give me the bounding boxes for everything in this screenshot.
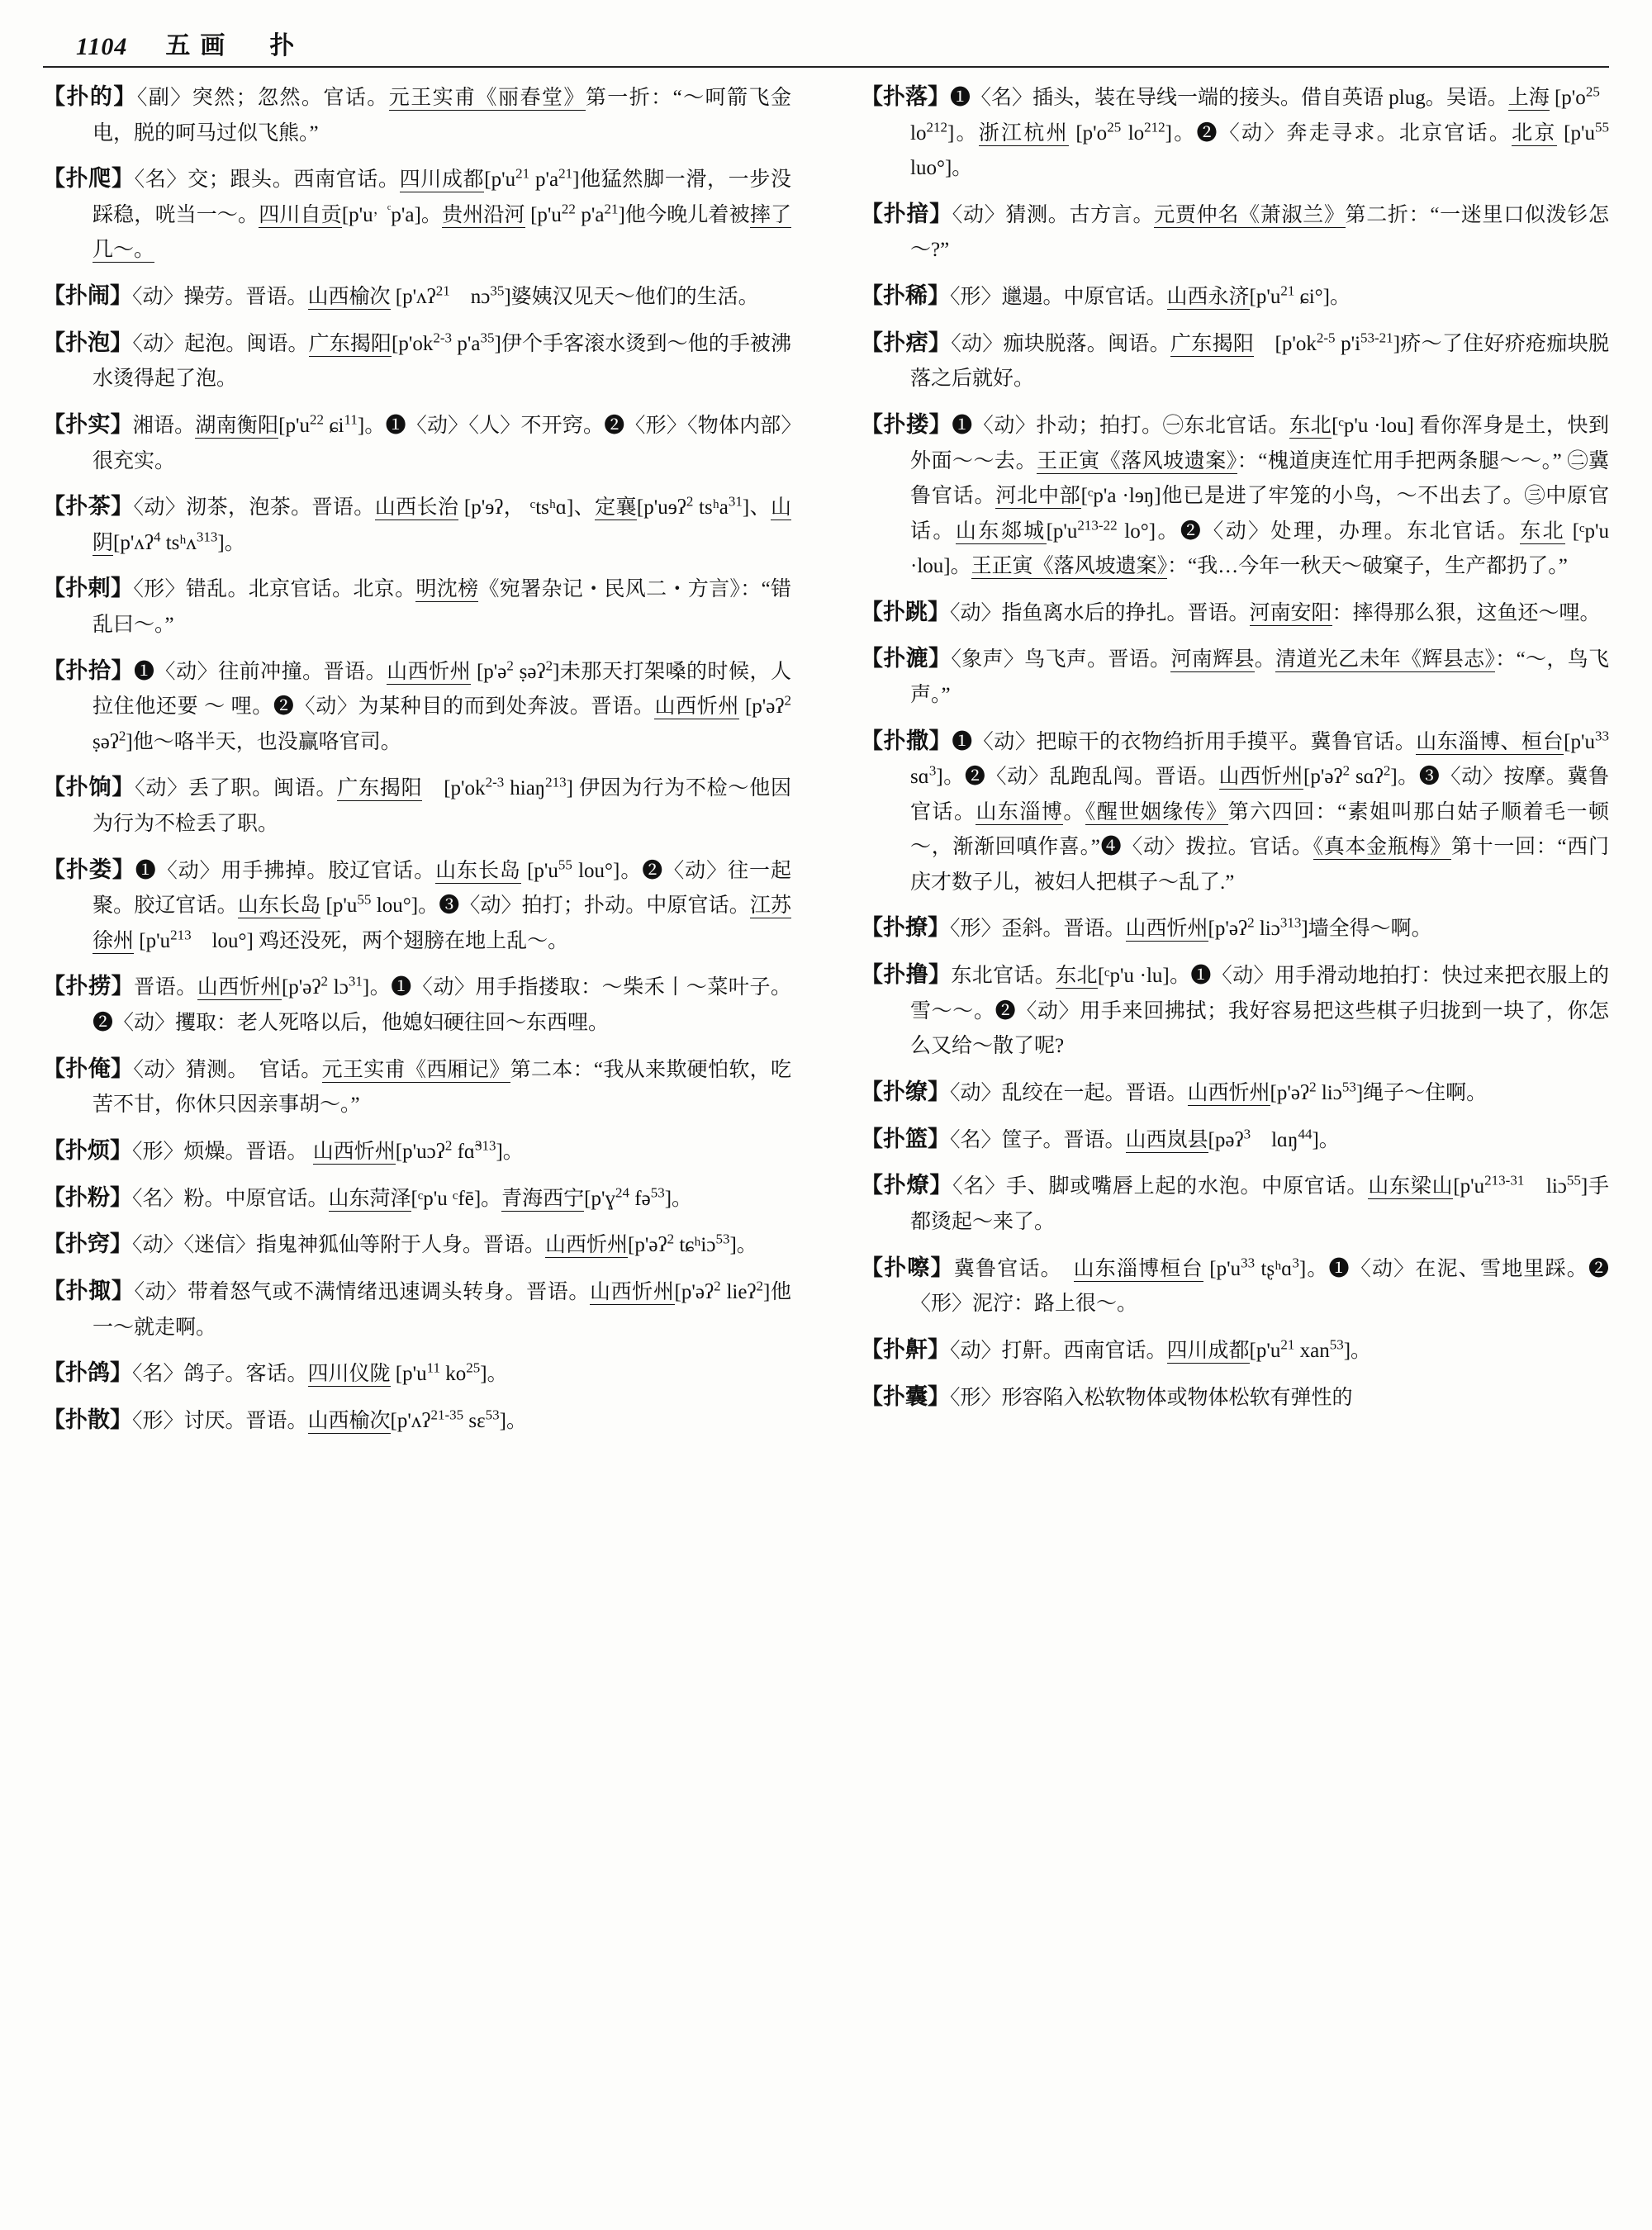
entry-definition: 〈形〉歪斜。晋语。山西忻州[p'əʔ$^2$ liɔ$^{313}$]墙全得～啊。 <box>950 915 1432 941</box>
entry-headword: 【扑的】 <box>43 84 137 109</box>
entry-definition: 〈动〉沏茶，泡茶。晋语。山西长治 [p'ɘʔ， ᶜtsʰɑ]、定襄[p'uɘʔ$^2$ tsʰa$^{31}$]、山阴[p'ʌʔ$^4$ tsʰʌ$^{313}$]。 <box>93 493 791 554</box>
entry-headword: 【扑粉】 <box>43 1184 132 1210</box>
entry-headword: 【扑鸽】 <box>43 1360 132 1386</box>
dictionary-entry <box>861 1075 1609 1111</box>
dictionary-entry <box>861 197 1609 268</box>
dictionary-entry <box>861 910 1609 947</box>
dictionary-entry <box>861 957 1609 1064</box>
entry-definition: 〈动〉〈迷信〉指鬼神狐仙等附于人身。晋语。山西忻州[p'əʔ$^2$ tɕʰiɔ$^{53}$]。 <box>132 1231 757 1257</box>
dictionary-entry <box>861 724 1609 900</box>
dictionary-entry <box>43 852 791 959</box>
dictionary-entry <box>861 1168 1609 1239</box>
entry-headword: 【扑揞】 <box>861 201 952 226</box>
entry-headword: 【扑痞】 <box>861 330 952 355</box>
entry-definition: 〈动〉痂块脱落。闽语。广东揭阳 [$p'ok^{2-5}$ $p'i^{53-21}$]疥～了住好疥疮痂块脱落之后就好。 <box>910 330 1609 391</box>
entry-headword: 【扑剌】 <box>43 576 134 601</box>
dictionary-entry <box>43 969 791 1040</box>
entry-headword: 【扑娄】 <box>43 856 135 882</box>
entry-definition: ❶〈动〉用手拂掉。胶辽官话。山东长岛 [$p'u^{55}$ lou°]。❷〈动〉往一起聚。胶辽官话。山东长岛 [$p'u^{55}$ lou°]。❸〈动〉拍打；扑动。中原官话。江苏徐州 [$p'u^{213}$ lou°] 鸡还没死，两个翅膀在地上乱～。 <box>93 856 791 952</box>
two-column-body <box>43 79 1621 2194</box>
entry-definition: 〈形〉邋遢。中原官话。山西永济[$p'u^{21}$ ɕi°]。 <box>950 282 1351 308</box>
entry-headword: 【扑撸】 <box>861 962 952 988</box>
entry-headword: 【扑落】 <box>861 84 950 109</box>
entry-definition: 〈名〉手、脚或嘴唇上起的水泡。中原官话。山东梁山[$p'u^{213-31}$ liɔ$^{55}$]手都烫起～来了。 <box>910 1172 1609 1234</box>
entry-definition: 〈动〉起泡。闽语。广东揭阳[$p'ok^{2-3}$ $p'a^{35}$]伊个手客滚水烫到～他的手被沸水烫得起了泡。 <box>93 330 791 391</box>
entry-definition: 〈动〉带着怒气或不满情绪迅速调头转身。晋语。山西忻州[p'əʔ$^2$ lieʔ$^2$]他一～就走啊。 <box>93 1278 791 1339</box>
dictionary-entry <box>43 325 791 396</box>
entry-definition: 东北官话。东北[ᶜp'u ·lu]。❶〈动〉用手滑动地拍打：快过来把衣服上的雪～～。❷〈动〉用手来回拂拭；我好容易把这些棋子归拢到一块了，你怎么又给～散了呢? <box>910 965 1609 1058</box>
dictionary-entry <box>43 407 791 478</box>
entry-headword: 【扑掫】 <box>43 1279 135 1304</box>
dictionary-entry <box>43 161 791 268</box>
entry-definition: 〈名〉筐子。晋语。山西岚县[pəʔ$^3$ lɑŋ$^{44}$]。 <box>950 1126 1340 1151</box>
entry-headword: 【扑跳】 <box>861 599 950 624</box>
entry-headword: 【扑散】 <box>43 1407 132 1432</box>
entry-definition: ❶〈动〉扑动；拍打。㊀东北官话。东北[ᶜp'u ·lou] 看你浑身是土，快到外面～～去。王正寅《落风坡遗案》：“槐道庚连忙用手把两条腿～～。” ㊁冀鲁官话。河北中部[ᶜp'a ·lɘŋ]他已是进了牢笼的小鸟，～不出去了。㊂中原官话。山东郯城[$p'u^{213-22}$ lo°]。❷〈动〉处理，办理。东北官话。东北 [ᶜp'u ·lou]。王正寅《落风坡遗案》：“我…今年一秋天～破窠子，生产都扔了。” <box>910 414 1609 578</box>
entry-headword: 【扑撒】 <box>861 728 952 753</box>
dictionary-entry <box>861 1332 1609 1369</box>
entry-definition: 〈动〉打鼾。西南官话。四川成都[$p'u^{21}$ xan$^{53}$]。 <box>950 1336 1372 1362</box>
entry-definition: 〈副〉突然；忽然。官话。元王实甫《丽春堂》第一折：“～呵箭飞金电，脱的呵马过似飞熊。” <box>93 87 791 145</box>
entry-definition: 冀鲁官话。 山东淄博桓台 [$p'u^{33}$ tʂʰɑ$^3$]。❶〈动〉在泥、雪地里踩。❷〈形〉泥泞：路上很～。 <box>910 1255 1610 1316</box>
entry-headword: 【扑闹】 <box>43 282 132 308</box>
dictionary-entry <box>861 325 1609 396</box>
entry-headword: 【扑篮】 <box>861 1126 950 1151</box>
dictionary-entry <box>43 1274 791 1345</box>
left-column <box>43 79 826 2194</box>
entry-headword: 【扑拾】 <box>43 657 135 683</box>
entry-definition: 〈名〉鸽子。客话。四川仪陇 [$p'u^{11}$ $ko^{25}$]。 <box>132 1359 508 1386</box>
dictionary-entry <box>861 641 1609 712</box>
entry-headword: 【扑烦】 <box>43 1137 132 1163</box>
dictionary-entry <box>43 653 791 760</box>
entry-definition: 〈动〉猜测。 官话。元王实甫《西厢记》第二本：“我从来欺硬怕软，吃苦不甘，你休只因亲事胡～。” <box>93 1058 791 1117</box>
page-number: 1104 <box>76 33 128 60</box>
entry-headword: 【扑燎】 <box>861 1173 953 1198</box>
entry-headword: 【扑实】 <box>43 411 133 437</box>
dictionary-entry <box>43 489 791 560</box>
entry-headword: 【扑搂】 <box>861 411 952 437</box>
dictionary-entry <box>43 278 791 315</box>
dictionary-entry <box>43 571 791 642</box>
page-section-title: 五画 扑 <box>165 32 305 59</box>
dictionary-entry <box>43 1051 791 1122</box>
entry-definition: 〈形〉错乱。北京官话。北京。明沈榜《宛署杂记・民风二・方言》：“错乱曰～。” <box>93 578 791 637</box>
entry-definition: ❶〈动〉把晾干的衣物绉折用手摸平。冀鲁官话。山东淄博、桓台[$p'u^{33}$ sɑ$^3$]。❷〈动〉乱跑乱闯。晋语。山西忻州[p'əʔ$^2$ sɑʔ$^2$]。❸〈动〉按摩。冀鲁官话。山东淄博。《醒世姻缘传》第六四回：“素姐叫那白姑子顺着毛一顿～，渐渐回嗔作喜。”❹〈动〉拨拉。官话。《真本金瓶梅》第十一回：“西门庆才数子儿，被妇人把棋子～乱了.” <box>910 728 1609 894</box>
entry-definition: 〈名〉粉。中原官话。山东菏泽[ᶜp'u ᶜfē]。青海西宁[p'ɣ$^{24}$ fə$^{53}$]。 <box>132 1184 693 1210</box>
entry-headword: 【扑漉】 <box>861 646 952 671</box>
page-header <box>43 21 1609 61</box>
entry-headword: 【扑饷】 <box>43 775 135 800</box>
entry-headword: 【扑泡】 <box>43 330 133 355</box>
entry-definition: 〈动〉丢了职。闽语。广东揭阳 [$p'ok^{2-3}$ hiaŋ$^{213}$] 伊因为行为不检～他因为行为不检丢了职。 <box>93 775 791 836</box>
right-column <box>826 79 1621 2194</box>
entry-definition: 〈象声〉鸟飞声。晋语。河南辉县。清道光乙未年《辉县志》：“～，鸟飞声。” <box>910 648 1609 707</box>
dictionary-entry <box>861 407 1609 584</box>
entry-headword: 【扑囊】 <box>861 1383 950 1409</box>
entry-definition: 〈名〉交；跟头。西南官话。四川成都[$p'u^{21}$ $p'a^{21}$]他猛然脚一滑，一步没踩稳，咣当一～。四川自贡$[p'u^{,ᶜ}p'a]$。贵州沿河 [$p'u^{22}$ $p'a^{21}$]他今晚儿着被摔了几～。 <box>93 165 791 262</box>
entry-headword: 【扑爬】 <box>43 166 135 192</box>
entry-headword: 【扑捞】 <box>43 974 135 999</box>
entry-headword: 【扑嚓】 <box>861 1255 954 1280</box>
dictionary-entry <box>861 1122 1609 1158</box>
entry-definition: 湘语。湖南衡阳[$p'u^{22}$ ɕi$^{11}$]。❶〈动〉〈人〉不开窍。❷〈形〉〈物体内部〉很充实。 <box>93 411 791 472</box>
entry-definition: 〈动〉操劳。晋语。山西榆次 [p'ʌʔ$^{21}$ nɔ$^{35}$]婆姨汉见天～他们的生活。 <box>132 282 759 308</box>
dictionary-entry <box>861 595 1609 631</box>
entry-headword: 【扑茶】 <box>43 494 134 520</box>
dictionary-entry <box>43 79 791 150</box>
dictionary-entry <box>861 278 1609 315</box>
dictionary-entry <box>43 1133 791 1170</box>
entry-definition: 〈动〉猜测。古方言。元贾仲名《萧淑兰》第二折：“一迷里口似泼钐怎～?” <box>910 203 1609 262</box>
entry-headword: 【扑稀】 <box>861 282 950 308</box>
entry-headword: 【扑俺】 <box>43 1056 134 1081</box>
dictionary-entry <box>861 1379 1609 1416</box>
dictionary-entry <box>43 770 791 841</box>
dictionary-entry <box>861 1250 1609 1321</box>
entry-headword: 【扑缭】 <box>861 1079 950 1104</box>
entry-headword: 【扑窍】 <box>43 1231 132 1257</box>
dictionary-entry <box>861 79 1621 186</box>
entry-definition: 〈动〉乱绞在一起。晋语。山西忻州[p'əʔ$^2$ liɔ$^{53}$]绳子～住啊。 <box>950 1079 1488 1104</box>
dictionary-entry <box>43 1226 791 1263</box>
entry-headword: 【扑撩】 <box>861 915 950 941</box>
dictionary-entry <box>43 1180 791 1217</box>
entry-definition: 〈动〉指鱼离水后的挣扎。晋语。河南安阳：摔得那么狠，这鱼还～哩。 <box>950 601 1601 624</box>
entry-headword: 【扑鼾】 <box>861 1336 950 1362</box>
entry-definition: 晋语。山西忻州[p'əʔ$^2$ lɔ$^{31}$]。❶〈动〉用手指搂取：～柴禾丨～菜叶子。❷〈动〉攫取：老人死咯以后，他媳妇硬往回～东西哩。 <box>93 974 791 1035</box>
entry-definition: ❶〈名〉插头，装在导线一端的接头。借自英语 plug。吴语。上海 [$p'o^{25}$ $lo^{212}$]。浙江杭州 [$p'o^{25}$ $lo^{212}$]。❷〈动〉奔走寻求。北京官话。北京 [$p'u^{55}$ luo°]。 <box>910 83 1621 180</box>
entry-definition: 〈形〉讨厌。晋语。山西榆次[p'ʌʔ$^{21-35}$ sɛ$^{53}$]。 <box>132 1407 527 1432</box>
entry-definition: 〈形〉形容陷入松软物体或物体松软有弹性的 <box>950 1386 1353 1409</box>
entry-definition: ❶〈动〉往前冲撞。晋语。山西忻州 [p'ə$^2$ ṣəʔ$^2$]未那天打架嗓的时候，人拉住他还要 ～ 哩。❷〈动〉为某种目的而到处奔波。晋语。山西忻州 [p'əʔ$^2$ ṣəʔ$^2$]他～咯半天，也没赢咯官司。 <box>93 657 791 753</box>
header-divider <box>43 66 1609 68</box>
dictionary-entry <box>43 1402 791 1439</box>
entry-definition: 〈形〉烦燥。晋语。 山西忻州[p'uɔʔ$^2$ fɑ̃$^{313}$]。 <box>132 1137 524 1163</box>
dictionary-entry <box>43 1355 791 1392</box>
